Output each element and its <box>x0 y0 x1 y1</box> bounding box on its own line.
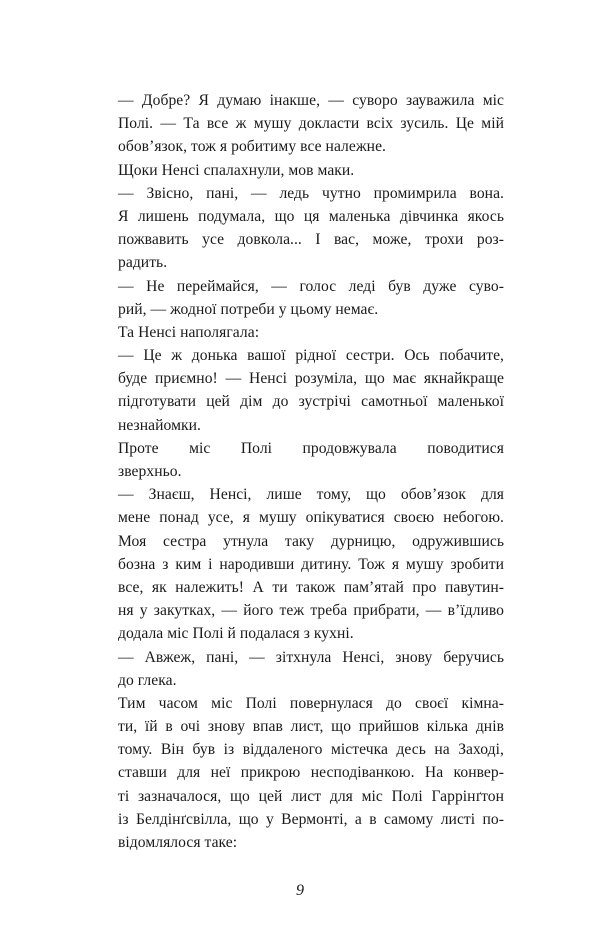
text-line: Я лишень подумала, що ця маленька дівчинка якось <box>118 207 504 225</box>
text-line: мене понад усе, я мушу опікуватися своєю небогою. <box>118 509 504 527</box>
text-line: Та Ненсі наполягала: <box>118 323 260 341</box>
text-line: рий, — жодної потреби у цьому немає. <box>118 300 379 318</box>
text-line: Моя сестра утнула таку дурницю, одружившись <box>118 532 504 550</box>
text-line: ті зазначалося, що цей лист для міс Полі Гаррінґтон <box>118 787 504 805</box>
text-line: — Це ж донька вашої рідної сестри. Ось побачите, <box>118 347 504 365</box>
text-line: пожвавить усе довкола... І вас, може, трохи роз- <box>118 231 504 249</box>
text-line: Проте міс Полі продовжувала поводитися <box>118 439 504 457</box>
text-line: буде приємно! — Ненсі розуміла, що має якнайкраще <box>118 370 504 388</box>
page-text <box>118 89 504 854</box>
text-line: все, як належить! А ти також пам’ятай про павутин- <box>118 578 504 596</box>
text-line: — Звісно, пані, — ледь чутно промимрила вона. <box>118 184 504 202</box>
text-line: радить. <box>118 254 168 272</box>
text-line: тому. Він був із віддаленого містечка десь на Заході, <box>118 741 504 759</box>
text-line: — Авжеж, пані, — зітхнула Ненсі, знову беручись <box>118 648 504 666</box>
text-line: підготувати цей дім до зустрічі самотньої маленької <box>118 393 504 411</box>
text-line: до глека. <box>118 671 177 689</box>
text-line: Полі. — Та все ж мушу докласти всіх зусиль. Це мій <box>118 115 504 133</box>
text-line: ти, їй в очі знову впав лист, що прийшов кілька днів <box>118 718 504 736</box>
text-line: — Знаєш, Ненсі, лише тому, що обов’язок для <box>118 486 504 504</box>
text-line: Щоки Ненсі спалахнули, мов маки. <box>118 161 355 179</box>
text-line: обов’язок, тож я робитиму все належне. <box>118 138 386 156</box>
text-line: зверхньо. <box>118 463 182 480</box>
text-line: Тим часом міс Полі повернулася до своєї кімна- <box>118 694 504 712</box>
page-number: 9 <box>296 882 304 899</box>
text-line: ставши для неї прикрою несподіванкою. На конвер- <box>118 764 504 782</box>
text-line: із Белдінґсвілла, що у Вермонті, а в самому листі по- <box>118 810 504 828</box>
text-line: незнайомки. <box>118 416 201 434</box>
text-line: — Добре? Я думаю інакше, — суворо зауважила міс <box>118 92 504 109</box>
text-line: додала міс Полі й подалася з кухні. <box>118 625 354 643</box>
text-line: відомлялося таке: <box>118 834 238 851</box>
text-line: ня у закутках, — його теж треба прибрати, — в’їдливо <box>118 602 504 620</box>
text-line: бозна з ким і народивши дитину. Тож я мушу зробити <box>118 555 504 573</box>
text-line: — Не переймайся, — голос леді був дуже суво- <box>118 277 504 295</box>
